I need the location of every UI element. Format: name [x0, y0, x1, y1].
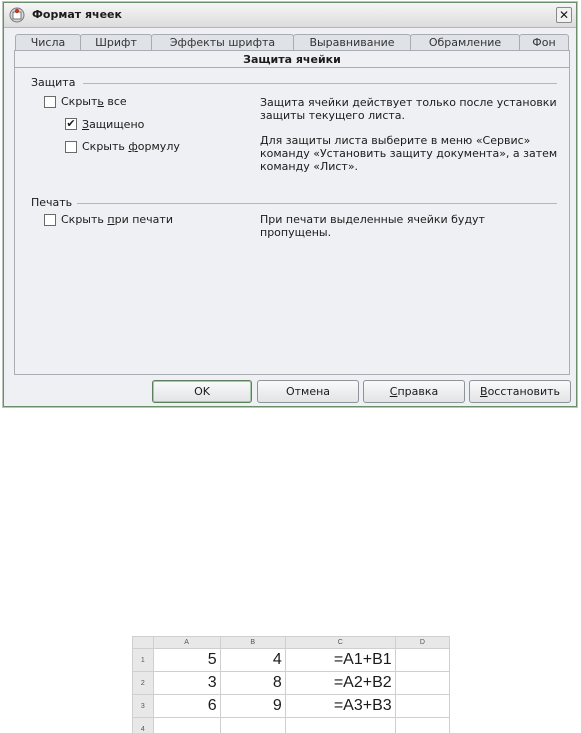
tab-cell-protection[interactable]: Защита ячейки — [14, 50, 570, 68]
close-button[interactable] — [556, 7, 572, 23]
column-header-a[interactable]: A — [153, 637, 220, 649]
tab-borders[interactable]: Обрамление — [410, 34, 520, 51]
help-button[interactable]: Справка — [363, 380, 465, 403]
cell-a2[interactable]: 3 — [153, 672, 220, 695]
protection-separator — [83, 83, 557, 84]
hide-all-checkbox[interactable] — [44, 96, 56, 108]
app-icon — [9, 7, 25, 23]
row-header[interactable]: 2 — [133, 672, 154, 695]
cell-c2[interactable]: =A2+B2 — [285, 672, 395, 695]
hide-formula-checkbox[interactable] — [65, 141, 77, 153]
row-header[interactable]: 4 — [133, 718, 154, 733]
tab-font-effects[interactable]: Эффекты шрифта — [151, 34, 294, 51]
row-header[interactable]: 3 — [133, 695, 154, 718]
close-icon: ✕ — [558, 8, 570, 22]
tab-numbers[interactable]: Числа — [15, 34, 81, 51]
table-row — [133, 649, 450, 672]
print-info-text: При печати выделенные ячейки будут пропущены. — [260, 213, 485, 239]
reset-button[interactable]: Восстановить — [469, 380, 571, 403]
cell-b4[interactable] — [220, 718, 285, 733]
title-bar[interactable] — [4, 3, 576, 28]
dialog-title: Формат ячеек — [32, 8, 122, 21]
sheet-protection-info-text: Для защиты листа выберите в меню «Сервис» команду «Установить защиту документа», а затем команду «Лист». — [260, 134, 558, 173]
cell-d2[interactable] — [395, 672, 449, 695]
hide-when-printing-label[interactable]: Скрыть при печати — [61, 213, 173, 226]
cell-d1[interactable] — [395, 649, 449, 672]
corner-cell — [133, 637, 154, 649]
print-separator — [77, 203, 557, 204]
protected-label[interactable]: Защищено — [82, 118, 145, 131]
cell-a3[interactable]: 6 — [153, 695, 220, 718]
cell-c1[interactable]: =A1+B1 — [285, 649, 395, 672]
column-header-b[interactable]: B — [220, 637, 285, 649]
protection-section-label: Защита — [31, 76, 76, 89]
tab-alignment[interactable]: Выравнивание — [293, 34, 411, 51]
protection-info-text: Защита ячейки действует только после установки защиты текущего листа. — [260, 96, 557, 122]
hide-when-printing-checkbox[interactable] — [44, 214, 56, 226]
cell-d3[interactable] — [395, 695, 449, 718]
check-icon: ✔ — [66, 117, 76, 130]
format-cells-dialog — [3, 2, 577, 407]
tab-background[interactable]: Фон — [519, 34, 569, 51]
column-header-c[interactable]: C — [285, 637, 395, 649]
tab-panel — [14, 67, 570, 375]
cell-b3[interactable]: 9 — [220, 695, 285, 718]
cell-c4[interactable] — [285, 718, 395, 733]
column-header-d[interactable]: D — [395, 637, 449, 649]
cell-b2[interactable]: 8 — [220, 672, 285, 695]
hide-formula-label[interactable]: Скрыть формулу — [82, 140, 180, 153]
table-row — [133, 718, 450, 733]
table-row — [133, 695, 450, 718]
cell-c3[interactable]: =A3+B3 — [285, 695, 395, 718]
cell-b1[interactable]: 4 — [220, 649, 285, 672]
ok-button[interactable]: OK — [152, 380, 252, 403]
table-row — [133, 672, 450, 695]
protected-checkbox[interactable] — [65, 118, 77, 130]
row-header[interactable]: 1 — [133, 649, 154, 672]
cell-a1[interactable]: 5 — [153, 649, 220, 672]
tab-font[interactable]: Шрифт — [80, 34, 152, 51]
print-section-label: Печать — [31, 196, 73, 209]
cell-d4[interactable] — [395, 718, 449, 733]
spreadsheet-fragment — [132, 636, 450, 733]
hide-all-label[interactable]: Скрыть все — [61, 95, 127, 108]
cell-a4[interactable] — [153, 718, 220, 733]
cancel-button[interactable]: Отмена — [257, 380, 359, 403]
tab-bar — [15, 34, 569, 51]
